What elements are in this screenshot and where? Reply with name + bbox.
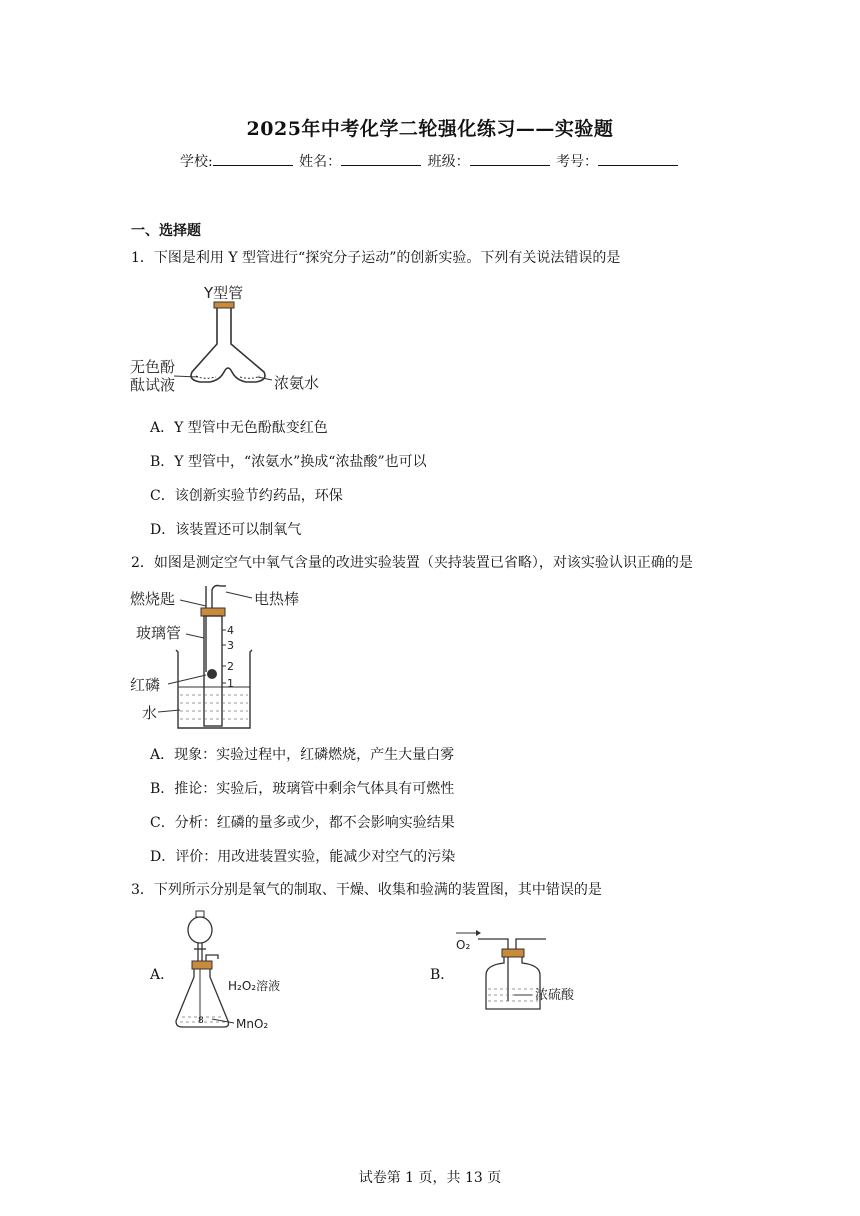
name-blank: [341, 153, 421, 166]
glass-tube-label: 玻璃管: [136, 624, 182, 642]
q2-option-a[interactable]: A．现象：实验过程中，红磷燃烧，产生大量白雾: [150, 747, 455, 763]
stopper: [214, 302, 234, 308]
q3-option-a-letter[interactable]: A．: [150, 967, 175, 983]
question-1-stem: 1．下图是利用 Y 型管进行“探究分子运动”的创新实验。下列有关说法错误的是: [131, 250, 621, 266]
y-tube-body: [191, 308, 265, 382]
student-info-line: [0, 151, 860, 171]
name-label: 姓名：: [299, 154, 342, 170]
q1-option-d[interactable]: D．该装置还可以制氧气: [150, 522, 302, 538]
q2-option-c[interactable]: C．分析：红磷的量多或少，都不会影响实验结果: [150, 815, 455, 831]
beaker: [176, 650, 252, 728]
q3-option-b-letter[interactable]: B．: [430, 967, 455, 983]
q1-option-b[interactable]: B．Y 型管中，“浓氨水”换成“浓盐酸”也可以: [150, 454, 427, 470]
manganese-dioxide-label: MnO₂: [236, 1017, 269, 1031]
y-tube-figure: [128, 280, 358, 400]
scale-mark-3: 3: [227, 639, 234, 652]
indicator-label-line1: 无色酚: [130, 358, 176, 376]
phosphorus-label: 红磷: [130, 676, 161, 694]
ammonia-label: 浓氨水: [274, 374, 320, 392]
oxygen-label: O₂: [456, 938, 471, 952]
question-2-stem: 2．如图是测定空气中氧气含量的改进实验装置（夹持装置已省略），对该实验认识正确的是: [131, 555, 693, 571]
indicator-label-line2: 酞试液: [130, 376, 176, 394]
page-title: 2025年中考化学二轮强化练习——实验题: [246, 118, 614, 140]
svg-text:8: 8: [198, 1016, 204, 1026]
exam-number-label: 考号：: [556, 154, 599, 170]
q1-option-a[interactable]: A．Y 型管中无色酚酞变红色: [150, 420, 328, 436]
class-label: 班级：: [427, 154, 470, 170]
exam-number-blank: [598, 153, 678, 166]
scale-mark-4: 4: [227, 624, 234, 637]
school-blank: [213, 153, 293, 166]
stopper: [201, 608, 225, 616]
sulfuric-acid-label: 浓硫酸: [535, 988, 575, 1003]
spoon-label: 燃烧匙: [130, 590, 176, 608]
gas-drying-bottle-figure: [450, 925, 590, 1015]
question-3-stem: 3．下列所示分别是氧气的制取、干燥、收集和验满的装置图，其中错误的是: [131, 882, 602, 898]
oxygen-generation-apparatus-figure: [170, 905, 300, 1035]
class-blank: [470, 153, 550, 166]
oxygen-content-apparatus-figure: [128, 582, 308, 734]
water-label: 水: [142, 704, 158, 722]
q1-option-c[interactable]: C．该创新实验节约药品，环保: [150, 488, 343, 504]
hydrogen-peroxide-label: H₂O₂溶液: [228, 979, 281, 993]
y-tube-label: Y型管: [204, 284, 244, 302]
q2-option-d[interactable]: D．评价：用改进装置实验，能减少对空气的污染: [150, 849, 456, 865]
school-label: 学校:: [179, 154, 213, 170]
red-phosphorus: [207, 669, 217, 679]
heating-rod-label: 电热棒: [254, 590, 300, 608]
scale-mark-1: 1: [227, 677, 234, 690]
section-title: 一、选择题: [131, 223, 201, 239]
q2-option-b[interactable]: B．推论：实验后，玻璃管中剩余气体具有可燃性: [150, 781, 455, 797]
scale-mark-2: 2: [227, 660, 234, 673]
page-footer: 试卷第 1 页，共 13 页: [358, 1170, 502, 1186]
